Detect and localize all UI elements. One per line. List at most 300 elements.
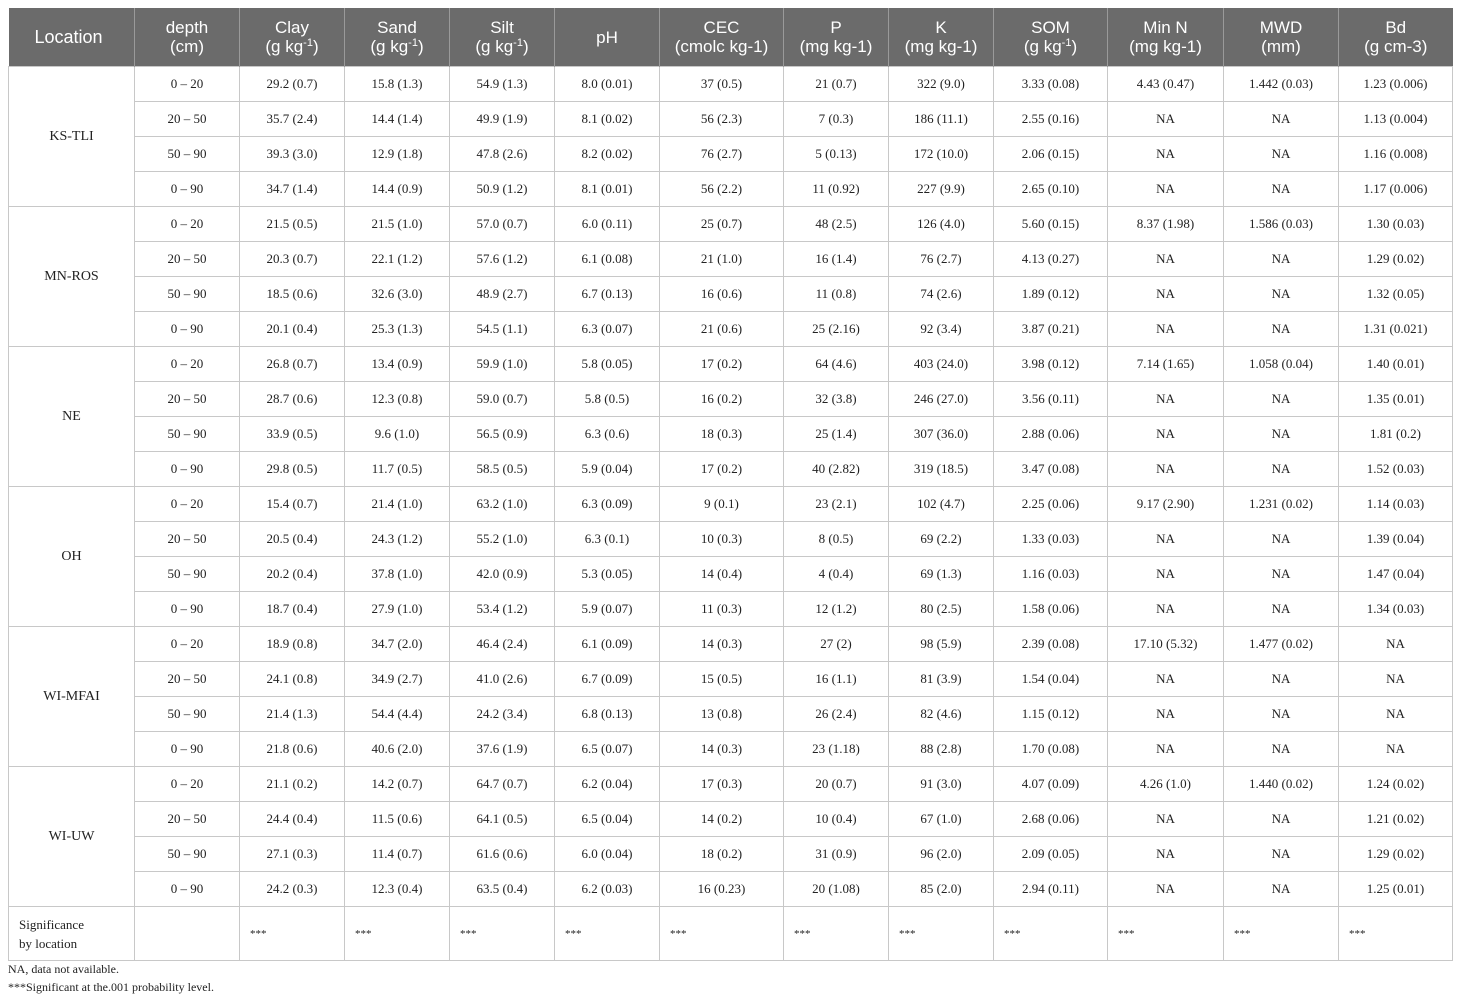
table-row [9,487,1453,522]
value-cell: 126 (4.0) [889,207,994,242]
value-cell: NA [1224,557,1339,592]
depth-cell: 0 – 90 [135,592,240,627]
value-cell: 58.5 (0.5) [450,452,555,487]
value-cell: 6.2 (0.03) [555,872,660,907]
header-unit: (g kg [1023,37,1062,56]
value-cell: 18 (0.3) [660,417,784,452]
value-cell: NA [1108,172,1224,207]
value-cell: 172 (10.0) [889,137,994,172]
value-cell: 5.9 (0.04) [555,452,660,487]
value-cell: NA [1224,452,1339,487]
value-cell: 76 (2.7) [889,242,994,277]
value-cell: 5.8 (0.5) [555,382,660,417]
value-cell: 55.2 (1.0) [450,522,555,557]
value-cell: 6.5 (0.04) [555,802,660,837]
value-cell: 92 (3.4) [889,312,994,347]
value-cell: 4.43 (0.47) [1108,67,1224,102]
value-cell: 21.1 (0.2) [240,767,345,802]
value-cell: 20.5 (0.4) [240,522,345,557]
table-row [9,347,1453,382]
value-cell: 63.2 (1.0) [450,487,555,522]
value-cell: 1.58 (0.06) [994,592,1108,627]
table-row [9,802,1453,837]
value-cell: 12.9 (1.8) [345,137,450,172]
value-cell: 50.9 (1.2) [450,172,555,207]
value-cell: 26 (2.4) [784,697,889,732]
significance-value: *** [660,907,784,961]
value-cell: 39.3 (3.0) [240,137,345,172]
value-cell: 8.0 (0.01) [555,67,660,102]
footnote-na: NA, data not available. [8,962,119,976]
column-header-ph [555,8,660,67]
value-cell: NA [1108,872,1224,907]
value-cell: NA [1108,697,1224,732]
depth-cell: 50 – 90 [135,837,240,872]
value-cell: 2.65 (0.10) [994,172,1108,207]
value-cell: 37.8 (1.0) [345,557,450,592]
value-cell: 20.3 (0.7) [240,242,345,277]
location-cell: WI-MFAI [9,627,135,767]
value-cell: 1.15 (0.12) [994,697,1108,732]
table-row [9,452,1453,487]
value-cell: 14 (0.2) [660,802,784,837]
value-cell: 46.4 (2.4) [450,627,555,662]
value-cell: 1.586 (0.03) [1224,207,1339,242]
value-cell: 12 (1.2) [784,592,889,627]
value-cell: 6.2 (0.04) [555,767,660,802]
value-cell: 2.68 (0.06) [994,802,1108,837]
value-cell: NA [1224,802,1339,837]
value-cell: 6.0 (0.11) [555,207,660,242]
significance-value: *** [1339,907,1453,961]
value-cell: NA [1224,732,1339,767]
value-cell: 76 (2.7) [660,137,784,172]
value-cell: 3.56 (0.11) [994,382,1108,417]
value-cell: 25 (2.16) [784,312,889,347]
value-cell: 21 (0.6) [660,312,784,347]
value-cell: 3.98 (0.12) [994,347,1108,382]
value-cell: 14 (0.3) [660,732,784,767]
value-cell: 1.440 (0.02) [1224,767,1339,802]
value-cell: 27 (2) [784,627,889,662]
value-cell: 1.29 (0.02) [1339,242,1453,277]
depth-cell: 0 – 20 [135,67,240,102]
significance-label-line1: Significance [19,916,84,932]
value-cell: 53.4 (1.2) [450,592,555,627]
value-cell: NA [1224,662,1339,697]
table-row [9,662,1453,697]
value-cell: 54.4 (4.4) [345,697,450,732]
header-title: Clay [274,18,309,37]
table-header [9,8,1453,67]
header-title: MWD [1259,18,1303,37]
value-cell: 9 (0.1) [660,487,784,522]
value-cell: 56 (2.3) [660,102,784,137]
value-cell: 2.06 (0.15) [994,137,1108,172]
value-cell: 21.4 (1.0) [345,487,450,522]
value-cell: 57.0 (0.7) [450,207,555,242]
location-cell: KS-TLI [9,67,135,207]
value-cell: 24.4 (0.4) [240,802,345,837]
value-cell: 14.2 (0.7) [345,767,450,802]
significance-label [9,907,135,961]
value-cell: NA [1339,662,1453,697]
value-cell: NA [1108,837,1224,872]
column-header-sand [345,8,450,67]
location-cell: WI-UW [9,767,135,907]
value-cell: 35.7 (2.4) [240,102,345,137]
table-row [9,767,1453,802]
header-title: Sand [377,18,417,37]
value-cell: 21 (0.7) [784,67,889,102]
column-header-p [784,8,889,67]
value-cell: 16 (0.6) [660,277,784,312]
value-cell: 96 (2.0) [889,837,994,872]
value-cell: 11.5 (0.6) [345,802,450,837]
table-footnotes [8,960,214,996]
value-cell: 49.9 (1.9) [450,102,555,137]
value-cell: 20.2 (0.4) [240,557,345,592]
value-cell: 48 (2.5) [784,207,889,242]
value-cell: 42.0 (0.9) [450,557,555,592]
value-cell: 10 (0.4) [784,802,889,837]
value-cell: 34.7 (1.4) [240,172,345,207]
column-header-k [889,8,994,67]
value-cell: 1.81 (0.2) [1339,417,1453,452]
header-unit: (g cm-3) [1364,37,1428,56]
header-unit: (mm) [1261,37,1301,56]
value-cell: 1.30 (0.03) [1339,207,1453,242]
value-cell: 1.31 (0.021) [1339,312,1453,347]
significance-row [9,907,1453,961]
value-cell: NA [1108,592,1224,627]
value-cell: NA [1108,312,1224,347]
value-cell: 98 (5.9) [889,627,994,662]
value-cell: 25 (1.4) [784,417,889,452]
significance-value: *** [450,907,555,961]
table-row [9,732,1453,767]
depth-cell: 50 – 90 [135,697,240,732]
value-cell: 16 (0.2) [660,382,784,417]
value-cell: 54.9 (1.3) [450,67,555,102]
value-cell: 6.3 (0.07) [555,312,660,347]
value-cell: 307 (36.0) [889,417,994,452]
value-cell: 1.13 (0.004) [1339,102,1453,137]
value-cell: 27.9 (1.0) [345,592,450,627]
value-cell: NA [1224,417,1339,452]
value-cell: 8 (0.5) [784,522,889,557]
depth-cell: 0 – 20 [135,347,240,382]
value-cell: 3.47 (0.08) [994,452,1108,487]
value-cell: 1.14 (0.03) [1339,487,1453,522]
value-cell: 1.32 (0.05) [1339,277,1453,312]
soil-properties-table [8,8,1453,961]
value-cell: 69 (2.2) [889,522,994,557]
value-cell: 61.6 (0.6) [450,837,555,872]
value-cell: 37 (0.5) [660,67,784,102]
value-cell: 13 (0.8) [660,697,784,732]
value-cell: 28.7 (0.6) [240,382,345,417]
value-cell: 85 (2.0) [889,872,994,907]
table-row [9,67,1453,102]
value-cell: 69 (1.3) [889,557,994,592]
value-cell: 24.3 (1.2) [345,522,450,557]
value-cell: 5 (0.13) [784,137,889,172]
table-row [9,242,1453,277]
value-cell: NA [1108,242,1224,277]
value-cell: 7.14 (1.65) [1108,347,1224,382]
value-cell: 2.39 (0.08) [994,627,1108,662]
value-cell: 21.4 (1.3) [240,697,345,732]
significance-value: *** [994,907,1108,961]
value-cell: 21.5 (0.5) [240,207,345,242]
value-cell: 1.29 (0.02) [1339,837,1453,872]
value-cell: NA [1224,312,1339,347]
column-header-depth [135,8,240,67]
value-cell: 24.2 (3.4) [450,697,555,732]
header-title: Min N [1143,18,1188,37]
significance-value: *** [240,907,345,961]
value-cell: 5.8 (0.05) [555,347,660,382]
value-cell: 24.2 (0.3) [240,872,345,907]
significance-label-line2: by location [19,935,78,951]
significance-value: *** [1224,907,1339,961]
value-cell: 15.4 (0.7) [240,487,345,522]
table-body [9,67,1453,961]
header-unit: (g kg [475,37,514,56]
value-cell: 91 (3.0) [889,767,994,802]
column-header-min-n [1108,8,1224,67]
table-row [9,137,1453,172]
value-cell: 81 (3.9) [889,662,994,697]
header-title: Location [34,26,103,47]
value-cell: 64 (4.6) [784,347,889,382]
header-title: Silt [490,18,514,37]
value-cell: 15.8 (1.3) [345,67,450,102]
depth-cell: 0 – 90 [135,172,240,207]
value-cell: NA [1224,277,1339,312]
value-cell: 20.1 (0.4) [240,312,345,347]
value-cell: 1.442 (0.03) [1224,67,1339,102]
value-cell: 8.2 (0.02) [555,137,660,172]
value-cell: NA [1108,417,1224,452]
value-cell: 17 (0.3) [660,767,784,802]
table-row [9,207,1453,242]
value-cell: 2.09 (0.05) [994,837,1108,872]
value-cell: 6.7 (0.09) [555,662,660,697]
value-cell: 1.39 (0.04) [1339,522,1453,557]
header-title: P [830,18,842,37]
value-cell: 11.4 (0.7) [345,837,450,872]
header-unit-close: ) [522,37,529,56]
value-cell: 3.87 (0.21) [994,312,1108,347]
value-cell: NA [1339,627,1453,662]
value-cell: 12.3 (0.4) [345,872,450,907]
value-cell: 14.4 (0.9) [345,172,450,207]
value-cell: 41.0 (2.6) [450,662,555,697]
value-cell: NA [1108,382,1224,417]
header-title: Bd [1385,18,1407,37]
value-cell: 6.3 (0.6) [555,417,660,452]
value-cell: NA [1108,102,1224,137]
value-cell: 13.4 (0.9) [345,347,450,382]
value-cell: 1.477 (0.02) [1224,627,1339,662]
value-cell: 102 (4.7) [889,487,994,522]
depth-cell: 0 – 90 [135,872,240,907]
value-cell: 10 (0.3) [660,522,784,557]
depth-cell: 0 – 20 [135,487,240,522]
depth-cell: 20 – 50 [135,382,240,417]
table-row [9,382,1453,417]
depth-cell: 0 – 20 [135,767,240,802]
value-cell: 64.1 (0.5) [450,802,555,837]
value-cell: 1.34 (0.03) [1339,592,1453,627]
value-cell: 34.9 (2.7) [345,662,450,697]
header-unit-close: ) [1071,37,1078,56]
value-cell: 8.1 (0.02) [555,102,660,137]
value-cell: 8.37 (1.98) [1108,207,1224,242]
value-cell: 7 (0.3) [784,102,889,137]
value-cell: 5.9 (0.07) [555,592,660,627]
value-cell: 2.94 (0.11) [994,872,1108,907]
header-unit: (g kg [265,37,304,56]
value-cell: 6.3 (0.1) [555,522,660,557]
depth-cell: 50 – 90 [135,137,240,172]
value-cell: NA [1224,697,1339,732]
significance-value: *** [345,907,450,961]
location-cell: OH [9,487,135,627]
depth-cell: 0 – 90 [135,732,240,767]
value-cell: 21 (1.0) [660,242,784,277]
value-cell: 15 (0.5) [660,662,784,697]
value-cell: 1.89 (0.12) [994,277,1108,312]
value-cell: 21.5 (1.0) [345,207,450,242]
value-cell: NA [1224,872,1339,907]
value-cell: 22.1 (1.2) [345,242,450,277]
value-cell: 1.52 (0.03) [1339,452,1453,487]
value-cell: 319 (18.5) [889,452,994,487]
location-cell: NE [9,347,135,487]
value-cell: 1.058 (0.04) [1224,347,1339,382]
value-cell: 16 (0.23) [660,872,784,907]
value-cell: 1.16 (0.03) [994,557,1108,592]
value-cell: NA [1108,522,1224,557]
depth-cell: 0 – 90 [135,312,240,347]
footnote-significance: ***Significant at the.001 probability level. [8,980,214,994]
value-cell: NA [1108,137,1224,172]
value-cell: 11 (0.8) [784,277,889,312]
value-cell: 18.5 (0.6) [240,277,345,312]
depth-cell: 0 – 20 [135,207,240,242]
table-row [9,522,1453,557]
significance-value: *** [1108,907,1224,961]
header-title: CEC [703,18,740,37]
value-cell: 34.7 (2.0) [345,627,450,662]
value-cell: NA [1224,522,1339,557]
table-row [9,557,1453,592]
header-unit-exponent: -1 [408,37,418,49]
value-cell: 1.17 (0.006) [1339,172,1453,207]
value-cell: 29.2 (0.7) [240,67,345,102]
value-cell: 27.1 (0.3) [240,837,345,872]
value-cell: 11 (0.92) [784,172,889,207]
value-cell: 4 (0.4) [784,557,889,592]
table-row [9,627,1453,662]
value-cell: 47.8 (2.6) [450,137,555,172]
value-cell: NA [1224,382,1339,417]
header-unit: (cm) [170,37,204,56]
value-cell: 17.10 (5.32) [1108,627,1224,662]
value-cell: 6.7 (0.13) [555,277,660,312]
table-row [9,697,1453,732]
depth-cell: 50 – 90 [135,417,240,452]
value-cell: 26.8 (0.7) [240,347,345,382]
value-cell: 20 (0.7) [784,767,889,802]
value-cell: 1.21 (0.02) [1339,802,1453,837]
soil-properties-table-container [8,8,1452,961]
value-cell: 40.6 (2.0) [345,732,450,767]
header-title: depth [165,18,209,37]
value-cell: 16 (1.1) [784,662,889,697]
value-cell: 37.6 (1.9) [450,732,555,767]
value-cell: 403 (24.0) [889,347,994,382]
value-cell: 227 (9.9) [889,172,994,207]
value-cell: NA [1108,802,1224,837]
value-cell: 56.5 (0.9) [450,417,555,452]
value-cell: 12.3 (0.8) [345,382,450,417]
value-cell: NA [1224,102,1339,137]
value-cell: 23 (1.18) [784,732,889,767]
value-cell: 17 (0.2) [660,347,784,382]
value-cell: 59.0 (0.7) [450,382,555,417]
value-cell: 25 (0.7) [660,207,784,242]
header-unit-exponent: -1 [1061,37,1072,49]
value-cell: 21.8 (0.6) [240,732,345,767]
value-cell: 18 (0.2) [660,837,784,872]
value-cell: 32.6 (3.0) [345,277,450,312]
significance-value: *** [784,907,889,961]
value-cell: 18.7 (0.4) [240,592,345,627]
header-unit: (g kg [370,37,409,56]
significance-value: *** [889,907,994,961]
value-cell: 63.5 (0.4) [450,872,555,907]
value-cell: 1.54 (0.04) [994,662,1108,697]
value-cell: 1.25 (0.01) [1339,872,1453,907]
value-cell: 67 (1.0) [889,802,994,837]
value-cell: NA [1108,732,1224,767]
significance-value [135,907,240,961]
header-unit-exponent: -1 [303,37,313,49]
column-header-cec [660,8,784,67]
value-cell: 9.17 (2.90) [1108,487,1224,522]
value-cell: NA [1339,732,1453,767]
value-cell: 1.16 (0.008) [1339,137,1453,172]
value-cell: 8.1 (0.01) [555,172,660,207]
value-cell: NA [1224,172,1339,207]
value-cell: 1.40 (0.01) [1339,347,1453,382]
value-cell: 4.07 (0.09) [994,767,1108,802]
value-cell: 6.1 (0.09) [555,627,660,662]
value-cell: 31 (0.9) [784,837,889,872]
value-cell: 17 (0.2) [660,452,784,487]
table-row [9,172,1453,207]
depth-cell: 20 – 50 [135,802,240,837]
value-cell: 4.26 (1.0) [1108,767,1224,802]
value-cell: 186 (11.1) [889,102,994,137]
value-cell: 6.5 (0.07) [555,732,660,767]
header-row [9,8,1453,67]
value-cell: 57.6 (1.2) [450,242,555,277]
